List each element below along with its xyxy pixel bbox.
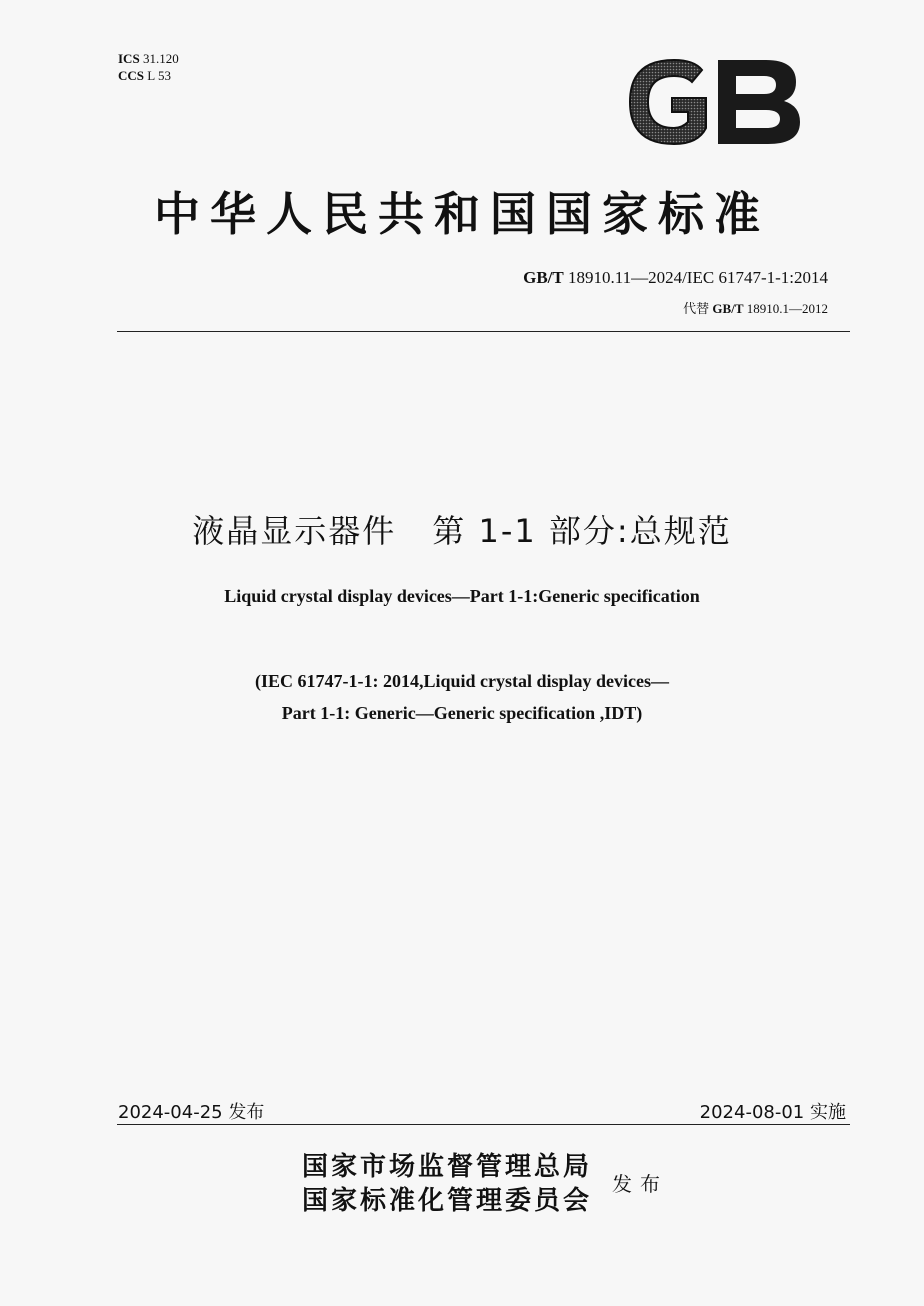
issuer-sac: 国家标准化管理委员会 <box>302 1186 593 1216</box>
issuer-samr: 国家市场监督管理总局 <box>302 1152 593 1182</box>
ccs-code: CCS L 53 <box>118 68 171 83</box>
classification-codes <box>118 50 179 84</box>
iec-reference-line1: (IEC 61747-1-1: 2014,Liquid crystal display devices— <box>254 671 670 691</box>
gb-logo <box>624 56 804 148</box>
iec-reference <box>0 665 924 729</box>
ics-code: ICS 31.120 <box>118 51 179 66</box>
publish-label: 发布 <box>612 1172 668 1196</box>
replaces-standard: 代替 GB/T 18910.1—2012 <box>683 301 828 316</box>
document-title-cn: 液晶显示器件 第 1-1 部分:总规范 <box>192 512 732 550</box>
iec-reference-line2: Part 1-1: Generic—Generic specification ,IDT) <box>281 703 643 723</box>
footer-divider <box>117 1124 850 1125</box>
document-title-en: Liquid crystal display devices—Part 1-1:Generic specification <box>224 586 700 606</box>
issue-date: 2024-04-25 发布 <box>118 1102 265 1123</box>
national-standard-title: 中华人民共和国国家标准 <box>154 187 770 241</box>
implementation-date: 2024-08-01 实施 <box>699 1102 846 1123</box>
issuing-authorities <box>302 1150 592 1218</box>
standard-number: GB/T 18910.11—2024/IEC 61747-1-1:2014 <box>523 268 828 287</box>
header-divider <box>117 331 850 332</box>
